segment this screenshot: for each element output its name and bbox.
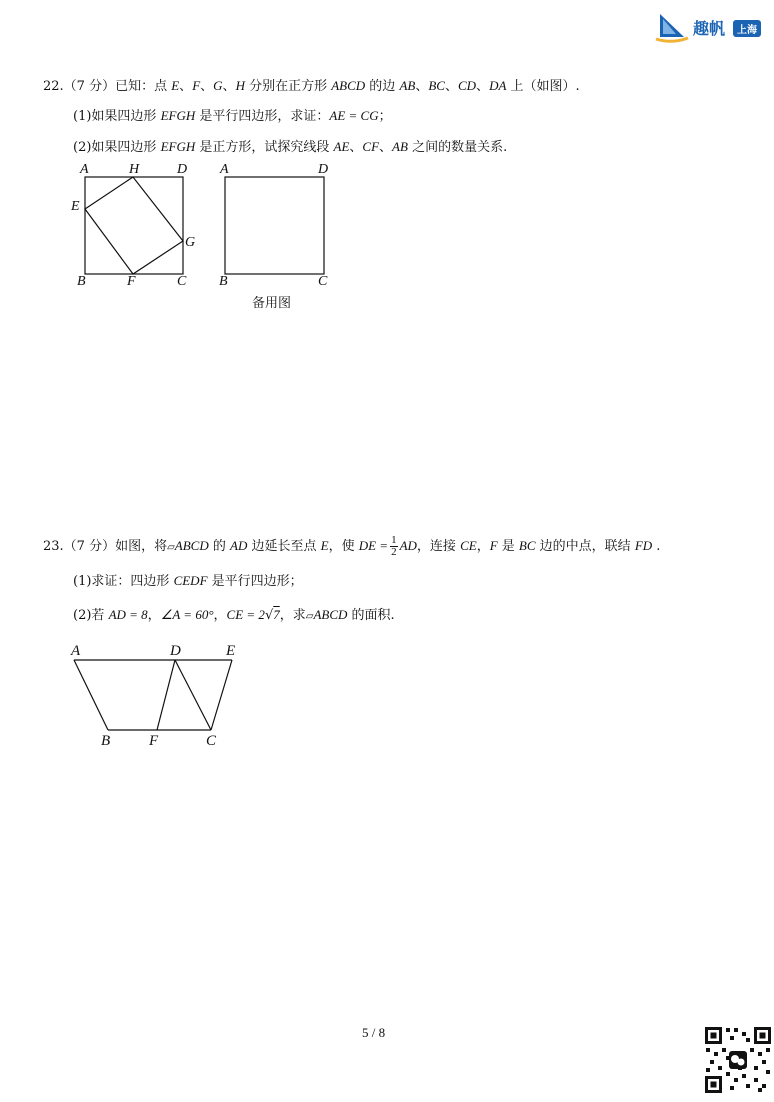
q22-var: CF bbox=[362, 139, 380, 154]
q22-sep: 、 bbox=[349, 140, 363, 155]
q22-var: AB bbox=[392, 139, 408, 154]
q23-sep: ， bbox=[147, 608, 161, 623]
q23-var: FD bbox=[634, 538, 653, 553]
q23-equation: AD = 8 bbox=[108, 607, 148, 622]
q22-var: EFGH bbox=[160, 139, 196, 154]
q22-sep: 、 bbox=[179, 79, 193, 94]
q23-var: ABCD bbox=[174, 538, 209, 553]
q23-text: 的 bbox=[208, 539, 231, 554]
q23-var: ABCD bbox=[313, 607, 348, 622]
fraction-denominator: 2 bbox=[391, 546, 397, 558]
q22-var: E bbox=[171, 78, 180, 93]
q22-part2-text: 是正方形，试探究线段 bbox=[195, 140, 334, 155]
q23-part2-text: (2)若 bbox=[73, 608, 109, 623]
q22-var: CD bbox=[457, 78, 477, 93]
fig1-label-C: C bbox=[177, 274, 187, 289]
fig2-label-B: B bbox=[219, 274, 228, 289]
q23-text: ，使 bbox=[328, 539, 359, 554]
q22-text: 上（如图）. bbox=[506, 79, 580, 94]
qr-code-icon bbox=[704, 1026, 772, 1094]
fig1-label-B: B bbox=[77, 274, 86, 289]
q22-sep: 、 bbox=[476, 79, 490, 94]
q23-part2-text: 的面积. bbox=[347, 608, 395, 623]
q22-part2 bbox=[73, 139, 507, 156]
q23-part1-text: 是平行四边形； bbox=[207, 574, 303, 589]
q22-text: 已知：点 bbox=[115, 79, 172, 94]
q22-part1-text: (1)如果四边形 bbox=[73, 109, 161, 124]
q22-var: ABCD bbox=[331, 78, 366, 93]
fig2-label-A: A bbox=[220, 162, 229, 177]
fig3-label-E: E bbox=[226, 643, 236, 659]
q22-equation: AE = CG bbox=[329, 108, 379, 123]
q23-var: E bbox=[320, 538, 329, 553]
sail-icon bbox=[654, 10, 690, 44]
fig2-label-C: C bbox=[318, 274, 328, 289]
q23-var: AD bbox=[230, 538, 248, 553]
q23-part1-text: (1)求证：四边形 bbox=[73, 574, 174, 589]
q23-text: 是 bbox=[497, 539, 519, 554]
q23-text: 如图，将 bbox=[115, 539, 168, 554]
q22-var: BC bbox=[428, 78, 445, 93]
fig1-label-H: H bbox=[129, 162, 140, 177]
q23-text: ，连接 bbox=[416, 539, 461, 554]
q23-var: CE bbox=[460, 538, 477, 553]
parallelogram-icon: ▱ bbox=[305, 611, 314, 622]
fig1-label-G: G bbox=[185, 235, 196, 250]
q23-part1 bbox=[73, 573, 303, 590]
q22-sep: 、 bbox=[222, 79, 236, 94]
fig1-label-D: D bbox=[177, 162, 188, 177]
sqrt-icon: √ bbox=[264, 608, 274, 623]
parallelogram-icon: ▱ bbox=[167, 542, 175, 553]
fig3-label-A: A bbox=[71, 643, 81, 659]
q22-part1-text: 是平行四边形，求证： bbox=[195, 109, 330, 124]
q22-var: G bbox=[213, 78, 223, 93]
q23-sep: ， bbox=[213, 608, 227, 623]
q22-text: 的边 bbox=[365, 79, 400, 94]
page-number: 5 / 8 bbox=[362, 1025, 386, 1040]
q22-part1-text: ； bbox=[378, 109, 392, 124]
fig1-label-F: F bbox=[127, 274, 136, 289]
q22-var: AB bbox=[399, 78, 416, 93]
q22-var: H bbox=[235, 78, 245, 93]
fig3-label-D: D bbox=[170, 643, 181, 659]
q22-var: F bbox=[192, 78, 201, 93]
q22-part2-text: 之间的数量关系. bbox=[407, 140, 508, 155]
fig3-label-B: B bbox=[101, 733, 111, 749]
q23-part2-text: ，求 bbox=[279, 608, 306, 623]
q23-var: F bbox=[489, 538, 498, 553]
q23-stem bbox=[43, 535, 660, 558]
q23-var: BC bbox=[518, 538, 536, 553]
q23-fraction bbox=[390, 535, 398, 558]
q23-text: 边延长至点 bbox=[247, 539, 321, 554]
q23-text: . bbox=[652, 539, 661, 554]
q22-sep: 、 bbox=[379, 140, 393, 155]
fig3-label-C: C bbox=[206, 733, 217, 749]
q23-part2 bbox=[73, 607, 395, 625]
q22-var: AE bbox=[333, 139, 350, 154]
q22-var: DA bbox=[489, 78, 507, 93]
fig3-label-F: F bbox=[149, 733, 159, 749]
fig2-label-D: D bbox=[318, 162, 329, 177]
q23-number: 23.（7 分） bbox=[43, 539, 116, 554]
q23-var: CEDF bbox=[173, 573, 208, 588]
logo-badge: 上海 bbox=[733, 20, 761, 37]
fig2-caption: 备用图 bbox=[252, 296, 292, 311]
logo-text: 趣帆 bbox=[693, 19, 726, 38]
q22-sep: 、 bbox=[200, 79, 214, 94]
q23-text: ， bbox=[476, 539, 490, 554]
q23-var: DE = bbox=[358, 538, 389, 553]
q22-number: 22.（7 分） bbox=[43, 79, 116, 94]
q22-part2-text: (2)如果四边形 bbox=[73, 140, 161, 155]
q23-var: AD bbox=[399, 538, 417, 553]
q22-text: 分别在正方形 bbox=[244, 79, 332, 94]
q23-radicand: 7 bbox=[273, 607, 280, 622]
q22-var: EFGH bbox=[160, 108, 196, 123]
q23-equation: CE = 2 bbox=[226, 607, 265, 622]
q23-figure bbox=[0, 0, 200, 100]
fig1-label-E: E bbox=[71, 199, 80, 214]
q23-text: 边的中点，联结 bbox=[535, 539, 635, 554]
fig1-label-A: A bbox=[80, 162, 89, 177]
fraction-numerator: 1 bbox=[391, 534, 397, 546]
q22-sep: 、 bbox=[415, 79, 429, 94]
q23-equation: ∠A = 60° bbox=[160, 607, 214, 622]
q22-sep: 、 bbox=[444, 79, 458, 94]
